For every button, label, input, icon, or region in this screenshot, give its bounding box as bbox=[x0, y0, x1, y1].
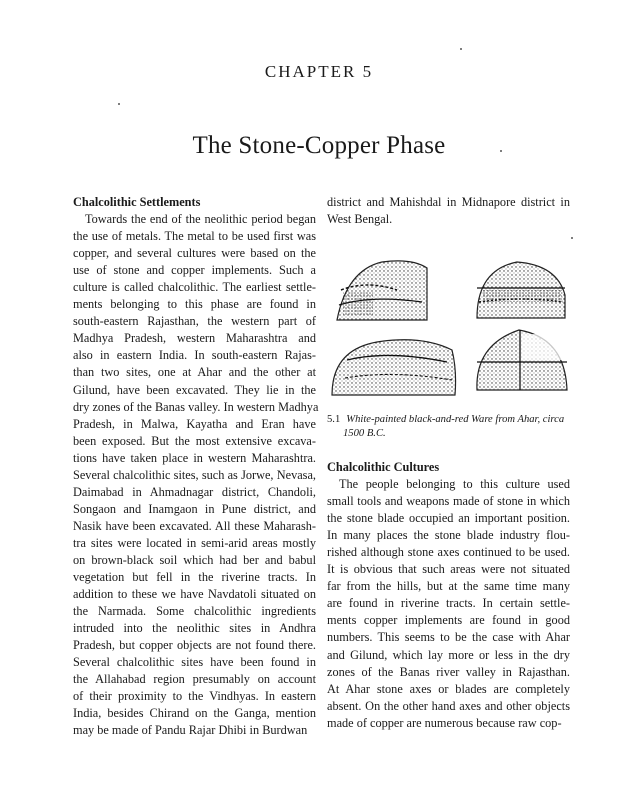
text-line: Pradesh, in Malwa, Kayatha and Eran have bbox=[73, 416, 316, 431]
pottery-sherd-1 bbox=[337, 261, 427, 320]
text-line: small tools and weapons made of stone in which bbox=[327, 494, 570, 509]
right-column-top bbox=[327, 194, 570, 228]
right-column-lower bbox=[327, 459, 570, 732]
pottery-sherd-3 bbox=[332, 340, 456, 395]
left-column-text bbox=[73, 211, 319, 739]
text-line: zones of the Banas river valley in Rajasthan. bbox=[327, 664, 570, 679]
text-line: made of copper are numerous because raw cop- bbox=[327, 715, 562, 730]
pottery-figure bbox=[327, 250, 570, 405]
text-line: south-eastern Rajasthan, the western part of bbox=[73, 314, 316, 329]
text-line: absent. On the other hand axes and other objects bbox=[327, 698, 570, 713]
chapter-label: CHAPTER 5 bbox=[264, 62, 374, 81]
text-line: vegetation but fell in the riverine tracts. In bbox=[73, 570, 316, 585]
text-line: addition to these we have Navdatoli situated on bbox=[73, 587, 316, 602]
text-line: ments belonging to this phase are found in bbox=[73, 297, 316, 312]
text-line: use of stone and copper implements. Such a bbox=[73, 263, 316, 278]
figure-caption-line: White-painted black-and-red Ware from Ahar, circa bbox=[346, 414, 565, 425]
text-line: intruded into the neolithic sites in Andhra bbox=[73, 621, 316, 636]
scan-speck bbox=[118, 103, 120, 105]
text-line: culture is called chalcolithic. The earliest settle- bbox=[73, 280, 316, 295]
left-column bbox=[73, 194, 319, 740]
text-line: Several chalcolithic sites have been found in bbox=[73, 655, 316, 670]
text-line: also in eastern India. In south-eastern Rajas- bbox=[73, 348, 316, 363]
text-line: of their proximity to the Vindhyas. In eastern bbox=[73, 689, 316, 704]
text-line: the use of metals. The metal to be used first was bbox=[73, 229, 316, 244]
right-column-text bbox=[327, 476, 570, 732]
text-line: Madhya Pradesh, western Maharashtra and bbox=[73, 331, 316, 346]
text-line: on brown-black soil which had ber and babul bbox=[73, 552, 316, 567]
figure-caption bbox=[327, 413, 570, 441]
pottery-sherd-2 bbox=[477, 262, 565, 318]
text-line: the Allahabad region presumably on account bbox=[73, 672, 316, 687]
text-line: and Gilund, which lay more or less in the dry bbox=[327, 647, 570, 662]
text-line: ments copper implements are found in good bbox=[327, 613, 570, 628]
section-heading: Chalcolithic Cultures bbox=[327, 460, 440, 474]
text-line: dry zones of the Banas valley. In western Madhya bbox=[73, 399, 319, 414]
text-line: West Bengal. bbox=[327, 212, 393, 227]
section-heading: Chalcolithic Settlements bbox=[73, 195, 201, 209]
text-line: Several chalcolithic sites, such as Jorwe, Nevasa, bbox=[73, 467, 316, 482]
text-line: Pradesh, but copper objects are not found there. bbox=[73, 638, 316, 653]
text-line: far from the hills, but at the same time many bbox=[327, 579, 570, 594]
text-line: The people belonging to this culture used bbox=[339, 477, 570, 492]
pottery-illustration bbox=[327, 250, 570, 405]
chapter-title: The Stone-Copper Phase bbox=[192, 132, 446, 159]
scan-speck bbox=[571, 237, 573, 239]
text-line: Gilund, have been excavated. They lie in the bbox=[73, 382, 316, 397]
text-line: At Ahar stone axes or blades are completely bbox=[327, 681, 570, 696]
text-line: India, besides Chirand on the Ganga, mention bbox=[73, 706, 316, 721]
text-line: It is obvious that such areas were not situated bbox=[327, 562, 570, 577]
text-line: may be made of Pandu Rajar Dhibi in Burdwan bbox=[73, 723, 308, 738]
text-line: the Narmada. Some chalcolithic ingredients bbox=[73, 604, 316, 619]
scan-speck bbox=[500, 150, 502, 152]
text-line: been exposed. But the most extensive excava- bbox=[73, 433, 316, 448]
text-line: are found in riverine tracts. In certain settle- bbox=[327, 596, 570, 611]
text-line: Towards the end of the neolithic period began bbox=[85, 212, 316, 227]
text-line: numbers. This seems to be the case with Ahar bbox=[327, 630, 570, 645]
text-line: In many places the stone blade industry flou- bbox=[327, 528, 570, 543]
text-line: Songaon and Inamgaon in Pune district, and bbox=[73, 501, 316, 516]
text-line: Nasik have been excavated. All these Maharash- bbox=[73, 518, 316, 533]
text-line: district and Mahishdal in Midnapore district in bbox=[327, 195, 570, 209]
scan-speck bbox=[460, 48, 462, 50]
text-line: Daimabad in Ahmadnagar district, Chandoli, bbox=[73, 484, 316, 499]
text-line: tra sites were located in semi-arid areas mostly bbox=[73, 535, 316, 550]
figure-number: 5.1 bbox=[327, 414, 341, 425]
text-line: copper, and several cultures were based on the bbox=[73, 246, 316, 261]
text-line: than two sites, one at Ahar and the other at bbox=[73, 365, 316, 380]
text-line: rished although stone axes continued to be used. bbox=[327, 545, 570, 560]
figure-caption-line: 1500 B.C. bbox=[343, 428, 386, 439]
pottery-sherd-4 bbox=[477, 330, 567, 390]
text-line: tions have taken place in western Maharashtra. bbox=[73, 450, 316, 465]
text-line: the stone blade occupied an important position. bbox=[327, 511, 570, 526]
